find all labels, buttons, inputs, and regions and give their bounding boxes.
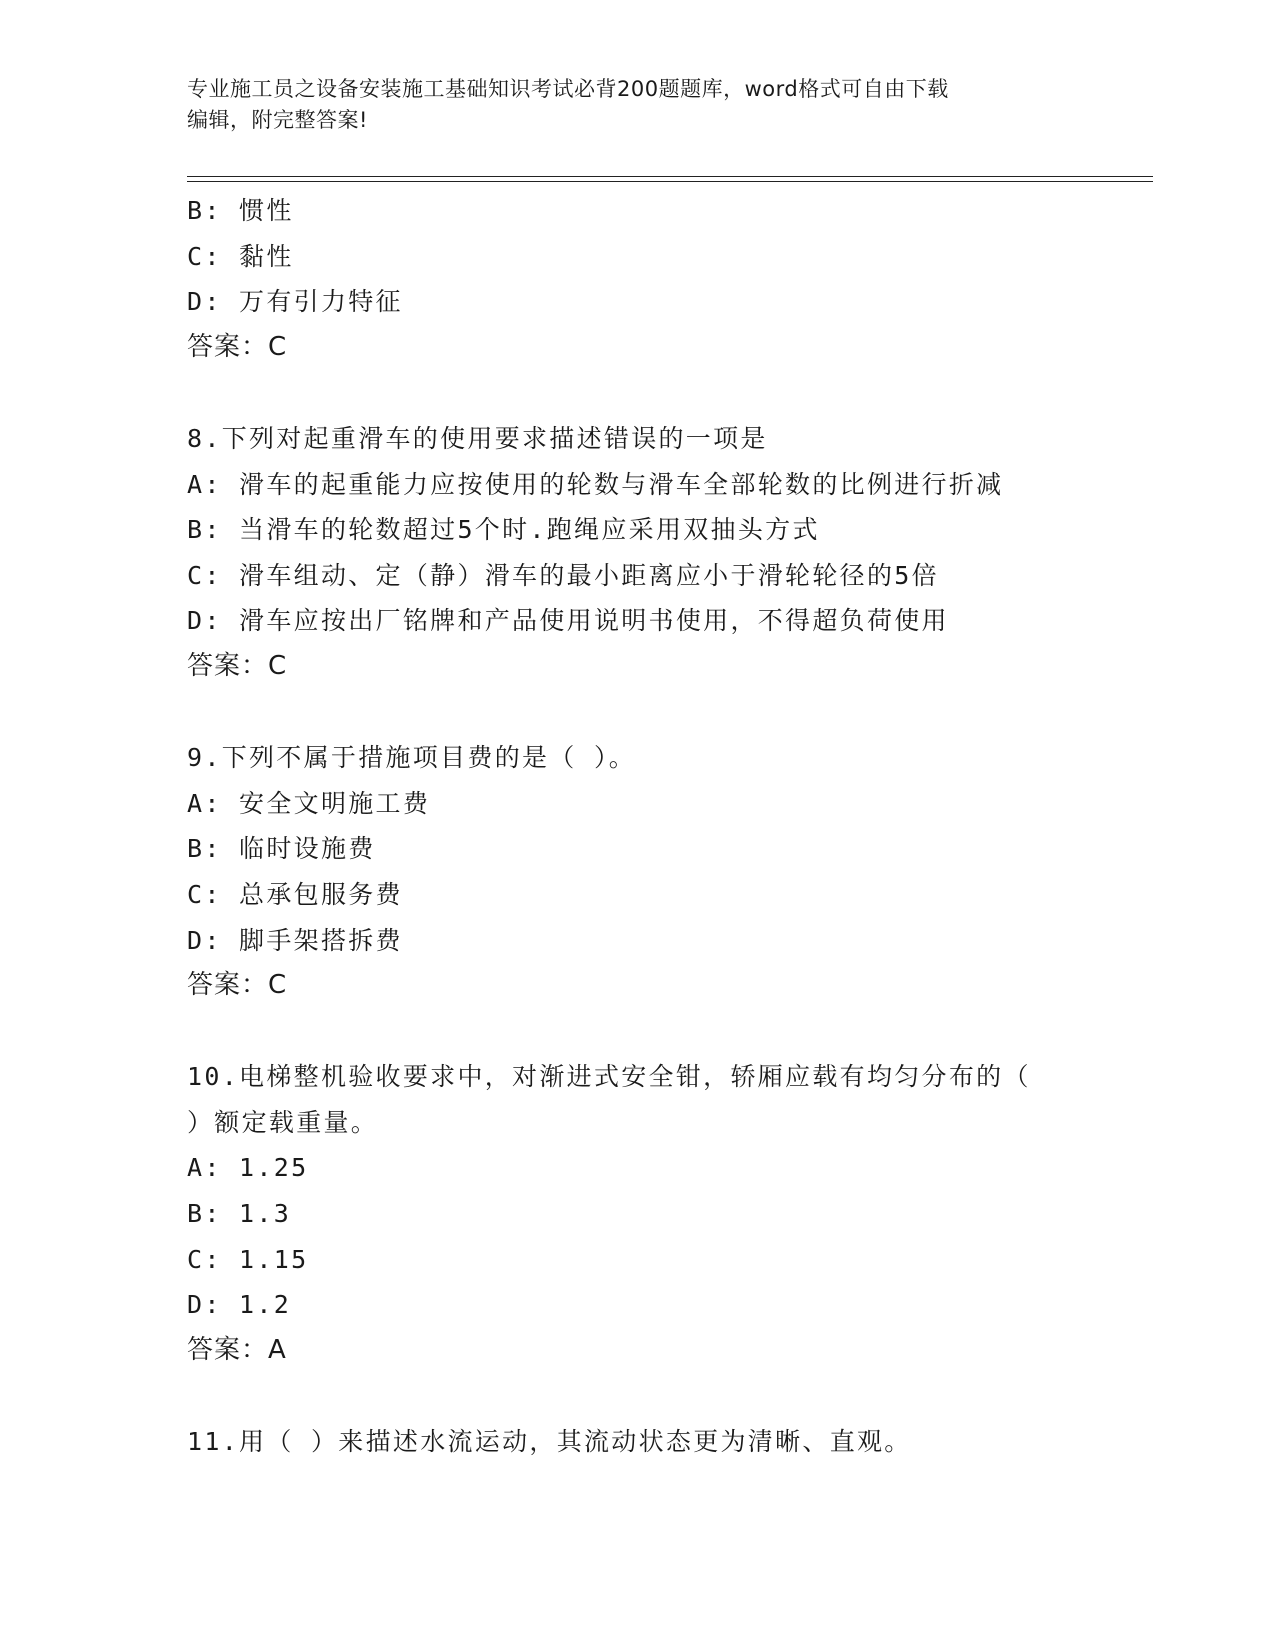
- q8-option-a: A: 滑车的起重能力应按使用的轮数与滑车全部轮数的比例进行折减: [187, 469, 1004, 499]
- q10-answer: 答案：A: [187, 1334, 287, 1365]
- q10-option-d: D: 1.2: [187, 1290, 292, 1320]
- q8-option-d: D: 滑车应按出厂铭牌和产品使用说明书使用，不得超负荷使用: [187, 606, 949, 636]
- question-block-8: [187, 416, 1147, 690]
- q10-question-line-2: ）额定载重量。: [187, 1107, 379, 1137]
- q7-answer: 答案：C: [187, 331, 288, 362]
- document-header: [187, 74, 1087, 136]
- q8-option-b: B: 当滑车的轮数超过5个时.跑绳应采用双抽头方式: [187, 515, 820, 545]
- q9-answer: 答案：C: [187, 970, 288, 1001]
- header-divider-bottom: [187, 181, 1153, 182]
- spacer: [187, 690, 1147, 736]
- q9-option-c: C: 总承包服务费: [187, 879, 403, 909]
- question-block-9: [187, 735, 1147, 1009]
- q9-question: 9.下列不属于措施项目费的是（ ）。: [187, 743, 637, 773]
- q10-option-c: C: 1.15: [187, 1244, 309, 1274]
- q9-option-d: D: 脚手架搭拆费: [187, 925, 403, 955]
- question-block-7: [187, 188, 1147, 370]
- q10-option-b: B: 1.3: [187, 1199, 292, 1229]
- q7-option-d: D: 万有引力特征: [187, 287, 403, 317]
- question-list: [187, 188, 1147, 1465]
- q8-option-c: C: 滑车组动、定（静）滑车的最小距离应小于滑轮轮径的5倍: [187, 560, 939, 590]
- q7-option-c: C: 黏性: [187, 241, 294, 271]
- q9-option-a: A: 安全文明施工费: [187, 788, 431, 818]
- q10-question-line-1: 10.电梯整机验收要求中，对渐进式安全钳，轿厢应载有均匀分布的（: [187, 1062, 1031, 1092]
- question-block-11: [187, 1419, 1147, 1465]
- question-block-10: [187, 1054, 1147, 1373]
- spacer: [187, 1009, 1147, 1055]
- q10-option-a: A: 1.25: [187, 1153, 309, 1183]
- spacer: [187, 1373, 1147, 1419]
- q7-option-b: B: 惯性: [187, 196, 294, 225]
- q9-option-b: B: 临时设施费: [187, 834, 376, 864]
- spacer: [187, 370, 1147, 416]
- header-title-line-2: 编辑，附完整答案!: [187, 108, 368, 132]
- q8-question: 8.下列对起重滑车的使用要求描述错误的一项是: [187, 423, 768, 453]
- header-title-line-1: 专业施工员之设备安装施工基础知识考试必背200题题库，word格式可自由下载: [187, 77, 949, 101]
- q8-answer: 答案：C: [187, 650, 288, 681]
- header-divider-top: [187, 176, 1153, 177]
- q11-question: 11.用（ ）来描述水流运动，其流动状态更为清晰、直观。: [187, 1427, 912, 1457]
